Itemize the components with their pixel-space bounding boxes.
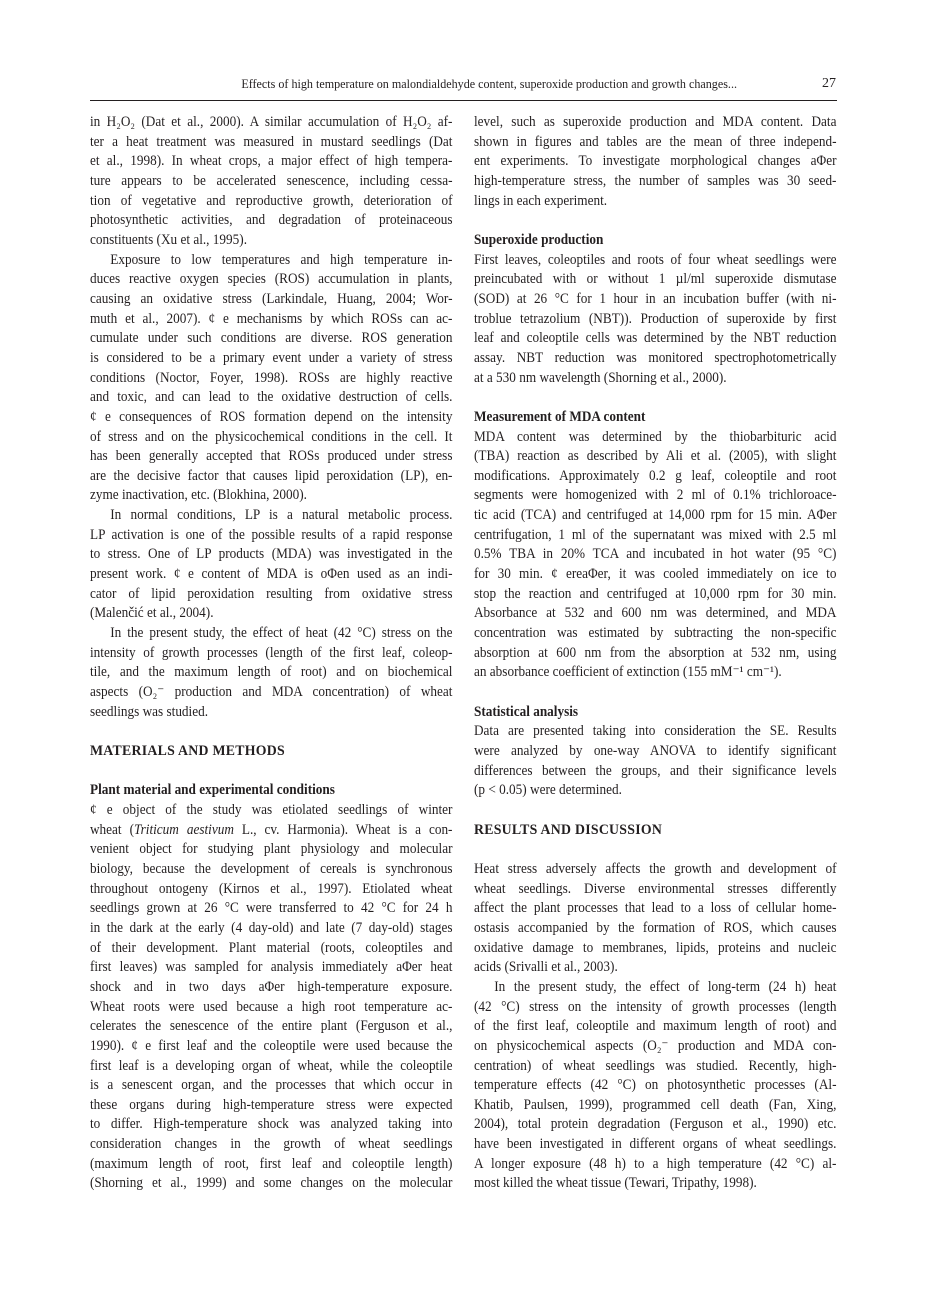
text-line: et al., 1998). In wheat crops, a major effect of high tempera- — [90, 153, 453, 170]
text-line: (p < 0.05) were determined. — [474, 782, 622, 799]
text-line: 1990). ¢ e first leaf and the coleoptile were used because the — [90, 1037, 453, 1054]
text-line: of stress and on the physicochemical conditions in the cell. It — [90, 428, 453, 445]
text-line: biology, because the development of cereals is synchronous — [90, 860, 453, 877]
text-line: venient object for studying plant physiology and molecular — [90, 841, 453, 858]
text-line: acids (Srivalli et al., 2003). — [474, 959, 618, 976]
text-line: in the dark at the early (4 day-old) and late (7 day-old) stages — [90, 919, 453, 936]
text-line: (TBA) reaction as described by Ali et al. (2005), with slight — [474, 448, 837, 465]
text-line: oxidative damage to membranes, lipids, proteins and nucleic — [474, 939, 837, 956]
italic-species-name: Triticum aestivum — [133, 821, 234, 838]
text-line: cator of lipid peroxidation resulting from oxidative stress — [90, 585, 453, 602]
text-line: preincubated with or without 1 µl/ml superoxide dismutase — [474, 271, 837, 288]
text-line: present work. ¢ e content of MDA is oΦen used as an indi- — [90, 566, 453, 583]
text-line: is a senescent organ, and the processes that which occur in — [90, 1077, 453, 1094]
text-line: In normal conditions, LP is a natural metabolic process. — [110, 507, 453, 524]
text-line — [90, 821, 452, 841]
blank-line — [474, 211, 836, 231]
text-line: (SOD) at 26 °C for 1 hour in an incubation buffer (with ni- — [474, 290, 837, 307]
text-line: celerates the senescence of the entire plant (Ferguson et al., — [90, 1018, 453, 1035]
text-line: centration) of wheat seedlings was studied. Recently, high- — [474, 1057, 837, 1074]
text-line: seedlings grown at 26 °C were transferred to 42 °C for 24 h — [90, 900, 453, 917]
text-line: ostasis accompanied by the formation of ROS, which causes — [474, 919, 837, 936]
text-line: LP activation is one of the possible results of a rapid response — [90, 526, 453, 543]
text-line: ¢ e object of the study was etiolated seedlings of winter — [90, 801, 453, 818]
text-line: first leaves) was sampled for analysis immediately aΦer heat — [90, 959, 453, 976]
text-segment: L., cv. Harmonia). Wheat is a con- — [233, 821, 453, 838]
text-line: has been generally accepted that ROSs produced under stress — [90, 448, 453, 465]
text-line: these organs during high-temperature stress were expected — [90, 1096, 453, 1113]
text-line: of their development. Plant material (roots, coleoptiles and — [90, 939, 453, 956]
text-line: Heat stress adversely affects the growth and development of — [474, 860, 837, 877]
text-line: and toxic, and can lead to the oxidative destruction of cells. — [90, 389, 453, 406]
text-line: wheat seedlings. Diverse environmental stresses differently — [474, 880, 837, 897]
text-line: causing an oxidative stress (Larkindale, Huang, 2004; Wor- — [90, 290, 453, 307]
text-line: (Shorning et al., 1999) and some changes on the molecular — [90, 1175, 453, 1192]
text-line: tic acid (TCA) and centrifuged at 14,000 rpm for 15 min. AΦer — [474, 507, 837, 524]
text-line: ter a heat treatment was measured in mustard seedlings (Dat — [90, 133, 453, 150]
text-line: Khatib, Paulsen, 1999), programmed cell death (Fan, Xing, — [474, 1096, 837, 1113]
text-line: conditions (Noctor, Foyer, 1998). ROSs are highly reactive — [90, 369, 453, 386]
text-line: lings in each experiment. — [474, 192, 608, 209]
page-number: 27 — [822, 76, 836, 91]
text-line: Absorbance at 532 and 600 nm was determined, and MDA — [474, 605, 837, 622]
text-line: assay. NBT reduction was monitored spectrophotometrically — [474, 349, 837, 366]
text-line: modifications. Approximately 0.2 g leaf, coleoptile and root — [474, 467, 837, 484]
subsection-heading: Superoxide production — [474, 231, 604, 248]
text-line: at a 530 nm wavelength (Shorning et al., 2000). — [474, 369, 727, 386]
text-line: were analyzed by one-way ANOVA to identify significant — [474, 743, 837, 759]
text-line: ent experiments. To investigate morphological changes aΦer — [474, 153, 837, 170]
text-line: MDA content was determined by the thiobarbituric acid — [474, 428, 837, 445]
text-line: consideration changes in the growth of wheat seedlings — [90, 1136, 453, 1153]
text-line: temperature effects (42 °C) on photosynthetic processes (Al- — [474, 1077, 837, 1094]
text-line: ture appears to be accelerated senescence, including cessa- — [90, 172, 453, 189]
text-line: absorption at 600 nm from the absorption at 532 nm, using — [474, 644, 837, 661]
text-line: to differ. High-temperature shock was analyzed taking into — [90, 1116, 453, 1133]
text-segment: wheat ( — [90, 821, 134, 838]
right-column — [474, 113, 836, 1194]
text-line: shown in figures and tables are the mean of three independ- — [474, 133, 837, 150]
text-line: leaf and coleoptile cells was determined by the NBT reduction — [474, 330, 837, 347]
text-line: troblue tetrazolium (NBT)). Production of superoxide by first — [474, 310, 837, 327]
text-line: are the decisive factor that causes lipid peroxidation (LP), en- — [90, 467, 453, 484]
text-line: seedlings was studied. — [90, 703, 209, 720]
text-line: tile, and the maximum length of root) and on biochemical — [90, 664, 453, 681]
text-line: 0.5% TBA in 20% TCA and incubated in hot water (95 °C) — [474, 546, 837, 563]
blank-line — [90, 722, 452, 742]
text-line: most killed the wheat tissue (Tewari, Tripathy, 1998). — [474, 1175, 757, 1192]
blank-line — [474, 801, 836, 821]
text-line: on physicochemical aspects (O₂⁻ production and MDA con- — [474, 1037, 837, 1054]
text-line: A longer exposure (48 h) to a high temperature (42 °C) al- — [474, 1155, 837, 1172]
text-line: 2004), total protein degradation (Ferguson et al., 1990) etc. — [474, 1116, 837, 1133]
text-line: throughout ontogeny (Kirnos et al., 1997). Etiolated wheat — [90, 880, 453, 897]
text-line: First leaves, coleoptiles and roots of four wheat seedlings were — [474, 251, 837, 268]
running-title: Effects of high temperature on malondialdehyde content, superoxide production and growth changes... — [241, 76, 737, 91]
text-line: zyme inactivation, etc. (Blokhina, 2000). — [90, 487, 307, 504]
text-line: affect the plant processes that lead to a loss of cellular home- — [474, 900, 837, 917]
text-line: have been investigated in different organs of wheat seedlings. — [474, 1136, 837, 1153]
text-line: constituents (Xu et al., 1995). — [90, 231, 248, 248]
text-line: level, such as superoxide production and MDA content. Data — [474, 114, 837, 130]
blank-line — [474, 840, 836, 860]
blank-line — [474, 388, 836, 408]
text-line: Data are presented taking into consideration the SE. Results — [474, 723, 837, 740]
text-line: to stress. One of LP products (MDA) was investigated in the — [90, 546, 453, 563]
text-line: In the present study, the effect of heat (42 °C) stress on the — [110, 625, 453, 642]
text-line: (Malenčić et al., 2004). — [90, 605, 214, 622]
text-line: an absorbance coefficient of extinction (155 mM⁻¹ cm⁻¹). — [474, 664, 782, 681]
text-line: muth et al., 2007). ¢ e mechanisms by which ROSs can ac- — [90, 310, 453, 327]
text-line: differences between the groups, and their significance levels — [474, 762, 837, 779]
text-line: ¢ e consequences of ROS formation depend on the intensity — [90, 408, 453, 425]
text-line: tion of vegetative and reproductive growth, deterioration of — [90, 192, 453, 209]
text-line: intensity of growth processes (length of the first leaf, coleop- — [90, 644, 453, 661]
text-line: photosynthetic activities, and degradation of proteinaceous — [90, 212, 453, 229]
text-line: In the present study, the effect of long-term (24 h) heat — [494, 978, 837, 995]
text-line: (42 °C) stress on the intensity of growth processes (length — [474, 998, 837, 1015]
text-line: first leaf is a developing organ of wheat, while the coleoptile — [90, 1057, 453, 1074]
text-line: segments were homogenized with 2 ml of 0.1% trichloroace- — [474, 487, 837, 504]
text-line: (maximum length of root, first leaf and coleoptile length) — [90, 1155, 453, 1172]
text-line: shock and in two days aΦer high-temperature exposure. — [90, 978, 453, 995]
header-rule — [90, 100, 837, 101]
text-line: cumulate under such conditions are diverse. ROS generation — [90, 330, 453, 347]
text-line: for 30 min. ¢ ereaΦer, it was cooled immediately on ice to — [474, 566, 837, 583]
text-line: is considered to be a primary event under a variety of stress — [90, 349, 453, 366]
text-line: duces reactive oxygen species (ROS) accumulation in plants, — [90, 271, 453, 288]
section-heading: RESULTS AND DISCUSSION — [474, 821, 663, 838]
text-line: aspects (O₂⁻ production and MDA concentration) of wheat — [90, 684, 453, 701]
text-line: stop the reaction and centrifuged at 10,000 rpm for 30 min. — [474, 585, 837, 602]
text-line: Exposure to low temperatures and high temperature in- — [110, 251, 453, 268]
subsection-heading: Statistical analysis — [474, 703, 579, 720]
left-column — [90, 113, 452, 1194]
subsection-heading: Plant material and experimental conditions — [90, 782, 335, 799]
text-line: of the first leaf, coleoptile and maximum length of root) and — [474, 1018, 837, 1035]
text-line: in H₂O₂ (Dat et al., 2000). A similar accumulation of H₂O₂ af- — [90, 114, 453, 130]
subsection-heading: Measurement of MDA content — [474, 408, 646, 425]
text-line: Wheat roots were used because a high root temperature ac- — [90, 998, 453, 1015]
text-line: concentration was estimated by subtracting the non-specific — [474, 625, 837, 642]
text-line: high-temperature stress, the number of samples was 30 seed- — [474, 172, 837, 189]
section-heading: MATERIALS AND METHODS — [90, 743, 285, 759]
text-line: centrifugation, 1 ml of the supernatant was mixed with 2.5 ml — [474, 526, 837, 543]
blank-line — [90, 762, 452, 782]
blank-line — [474, 683, 836, 703]
